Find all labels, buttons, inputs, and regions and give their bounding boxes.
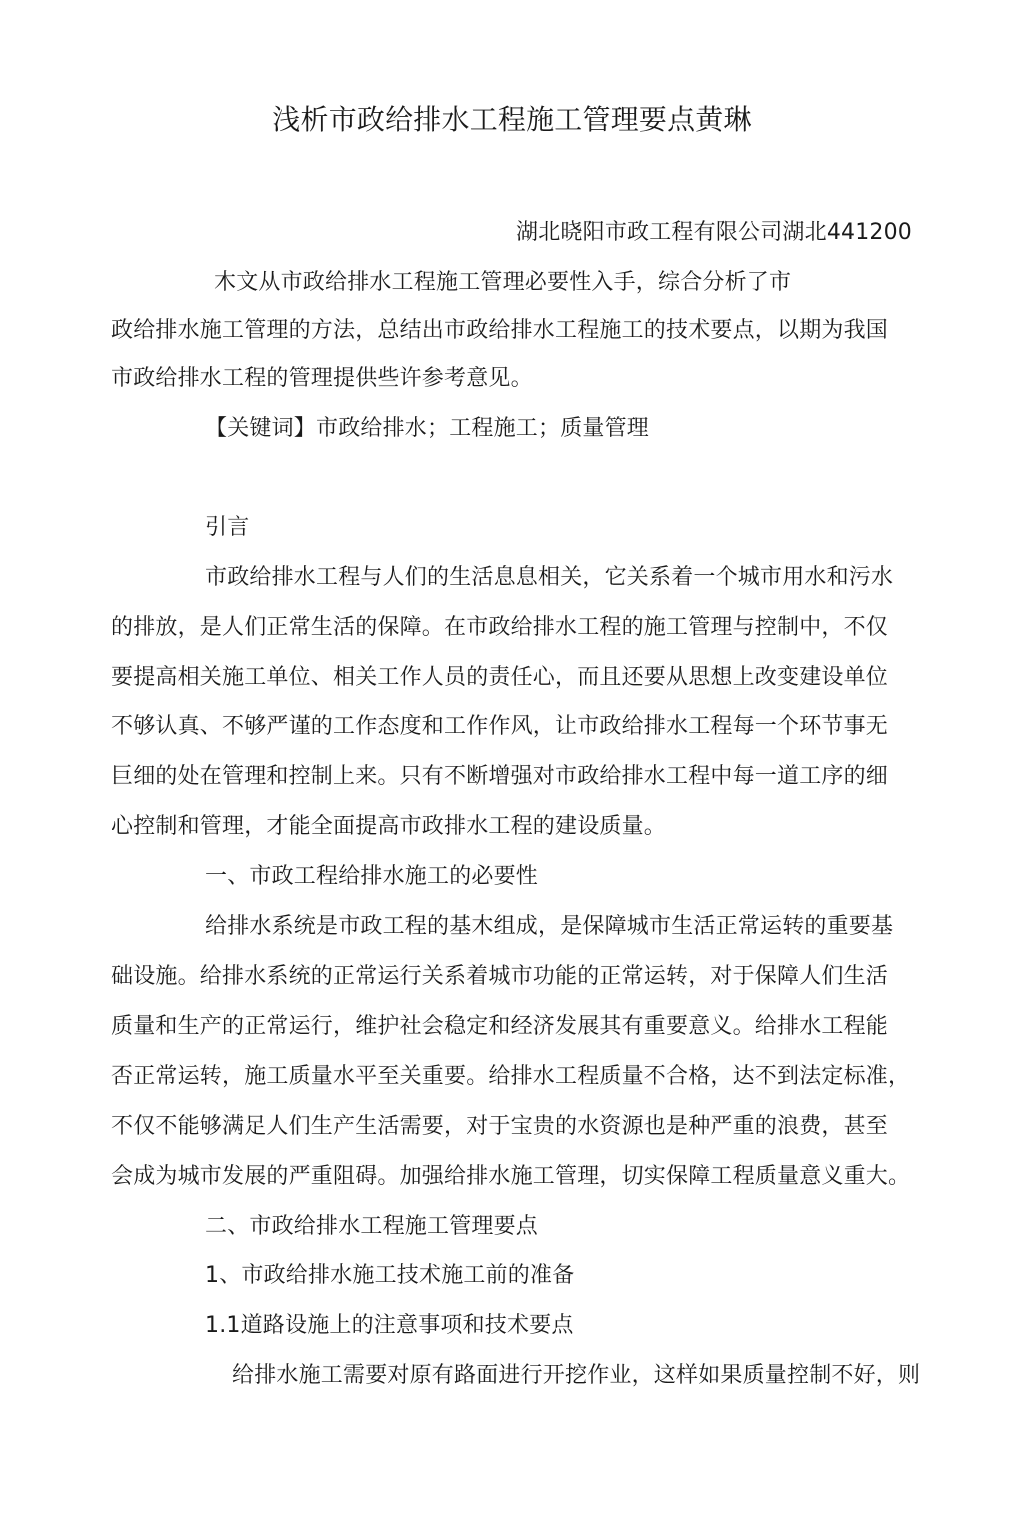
abstract-line: 市政给排水工程的管理提供些许参考意见。 (111, 366, 533, 391)
intro-line: 市政给排水工程与人们的生活息息相关，它关系着一个城市用水和污水 (205, 565, 894, 590)
document-title: 浅析市政给排水工程施工管理要点黄琳 (272, 103, 752, 136)
intro-line: 心控制和管理，才能全面提高市政排水工程的建设质量。 (111, 814, 667, 839)
section-2-heading: 二、市政给排水工程施工管理要点 (205, 1214, 539, 1239)
abstract-line: 木文从市政给排水工程施工管理必要性入手，综合分析了市 (214, 270, 792, 295)
subsection-1-1-line: 给排水施工需要对原有路面进行开挖作业，这样如果质量控制不好，则 (232, 1363, 921, 1388)
keywords: 【关键词】市政给排水；工程施工；质量管理 (205, 416, 650, 441)
section-1-line: 会成为城市发展的严重阻碍。加强给排水施工管理，切实保障工程质量意义重大。 (111, 1164, 911, 1189)
intro-line: 不够认真、不够严谨的工作态度和工作作风，让市政给排水工程每一个环节事无 (111, 714, 889, 739)
intro-line: 要提高相关施工单位、相关工作人员的责任心，而且还要从思想上改变建设单位 (111, 665, 889, 690)
intro-line: 巨细的处在管理和控制上来。只有不断增强对市政给排水工程中每一道工序的细 (111, 764, 889, 789)
subsection-1-1-heading: 1.1道路设施上的注意事项和技术要点 (205, 1313, 574, 1338)
subsection-1-heading: 1、市政给排水施工技术施工前的准备 (205, 1263, 575, 1288)
author-affiliation: 湖北晓阳市政工程有限公司湖北441200 (516, 220, 912, 245)
section-1-line: 不仅不能够满足人们生产生活需要，对于宝贵的水资源也是种严重的浪费，甚至 (111, 1114, 889, 1139)
section-1-line: 给排水系统是市政工程的基木组成，是保障城市生活正常运转的重要基 (205, 914, 894, 939)
section-1-line: 否正常运转，施工质量水平至关重要。给排水工程质量不合格，达不到法定标准， (111, 1064, 911, 1089)
section-1-line: 础设施。给排水系统的正常运行关系着城市功能的正常运转，对于保障人们生活 (111, 964, 889, 989)
intro-heading: 引言 (205, 515, 250, 540)
section-1-line: 质量和生产的正常运行，维护社会稳定和经济发展其有重要意义。给排水工程能 (111, 1014, 889, 1039)
section-1-heading: 一、市政工程给排水施工的必要性 (205, 864, 539, 889)
intro-line: 的排放，是人们正常生活的保障。在市政给排水工程的施工管理与控制中，不仅 (111, 615, 889, 640)
abstract-line: 政给排水施工管理的方法，总结出市政给排水工程施工的技术要点，以期为我国 (111, 318, 889, 343)
